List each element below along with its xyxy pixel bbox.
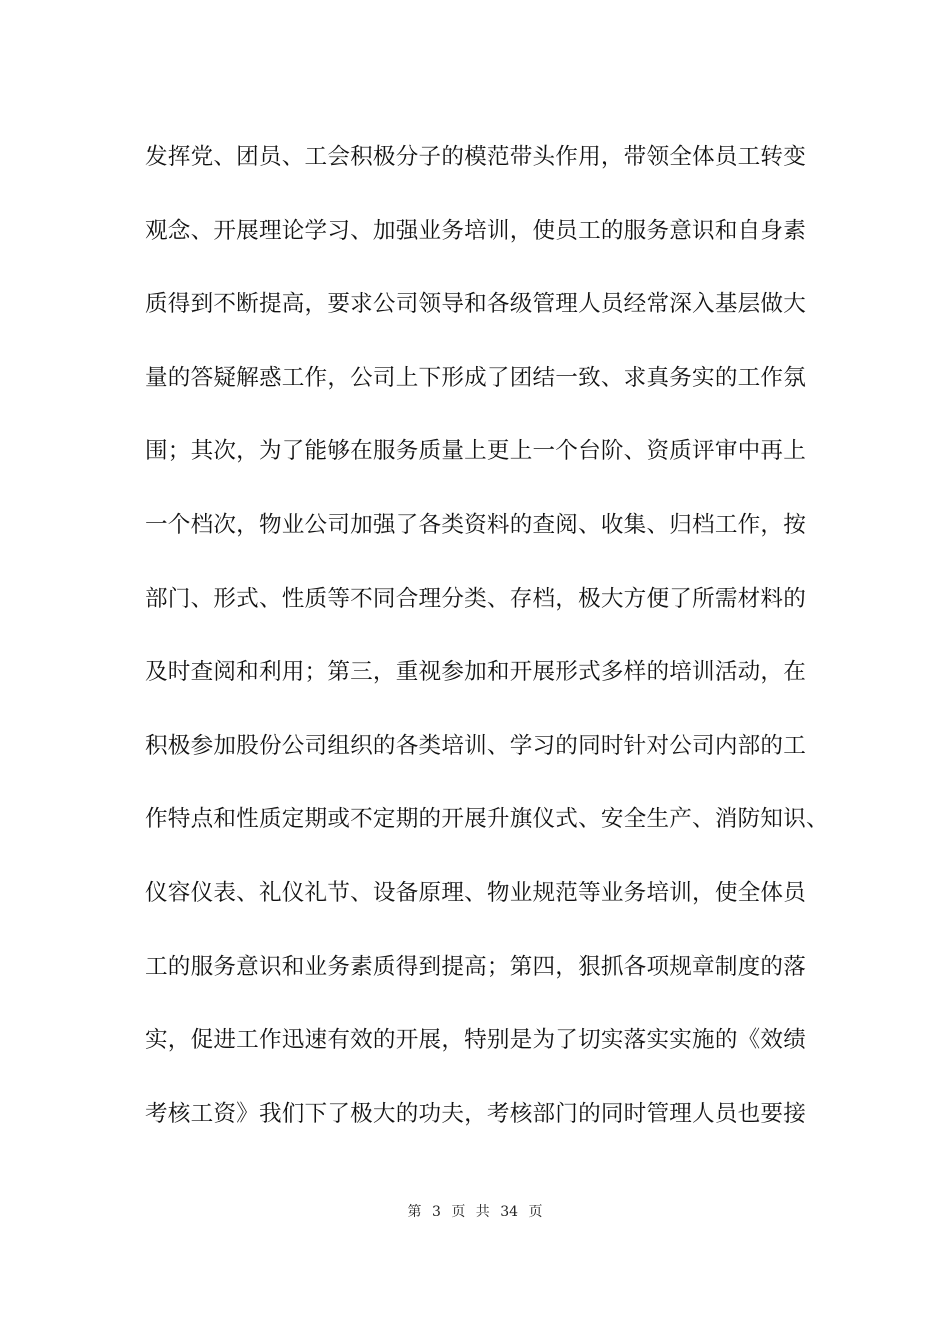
text-line-4: 量的答疑解惑工作，公司上下形成了团结一致、求真务实的工作氛 bbox=[145, 364, 807, 391]
text-line-5: 围；其次，为了能够在服务质量上更上一个台阶、资质评审中再上 bbox=[145, 438, 807, 465]
text-line-6: 一个档次，物业公司加强了各类资料的查阅、收集、归档工作，按 bbox=[145, 511, 807, 538]
text-line-12: 工的服务意识和业务素质得到提高；第四，狠抓各项规章制度的落 bbox=[145, 953, 807, 980]
text-line-8: 及时查阅和利用；第三，重视参加和开展形式多样的培训活动，在 bbox=[145, 659, 807, 686]
body-text bbox=[145, 135, 835, 1165]
footer-prefix: 第 bbox=[407, 1204, 422, 1220]
text-line-1: 发挥党、团员、工会积极分子的模范带头作用，带领全体员工转变 bbox=[145, 144, 807, 170]
text-line-3: 质得到不断提高，要求公司领导和各级管理人员经常深入基层做大 bbox=[145, 291, 807, 318]
text-line-9: 积极参加股份公司组织的各类培训、学习的同时针对公司内部的工 bbox=[145, 732, 807, 759]
text-line-7: 部门、形式、性质等不同合理分类、存档，极大方便了所需材料的 bbox=[145, 585, 807, 612]
text-line-14: 考核工资》我们下了极大的功夫，考核部门的同时管理人员也要接 bbox=[145, 1100, 807, 1127]
text-line-10: 作特点和性质定期或不定期的开展升旗仪式、安全生产、消防知识、 bbox=[145, 806, 829, 833]
text-line-11: 仪容仪表、礼仪礼节、设备原理、物业规范等业务培训，使全体员 bbox=[145, 879, 807, 906]
footer-current-page: 3 bbox=[431, 1204, 441, 1220]
footer-suffix: 页 bbox=[528, 1204, 543, 1220]
text-line-13: 实，促进工作迅速有效的开展，特别是为了切实落实实施的《效绩 bbox=[145, 1027, 807, 1054]
page-number-footer bbox=[0, 1202, 950, 1222]
footer-total-word: 共 bbox=[475, 1204, 490, 1220]
footer-total-pages: 34 bbox=[500, 1204, 519, 1220]
footer-page-unit: 页 bbox=[451, 1204, 466, 1220]
text-line-2: 观念、开展理论学习、加强业务培训，使员工的服务意识和自身素 bbox=[145, 217, 807, 244]
